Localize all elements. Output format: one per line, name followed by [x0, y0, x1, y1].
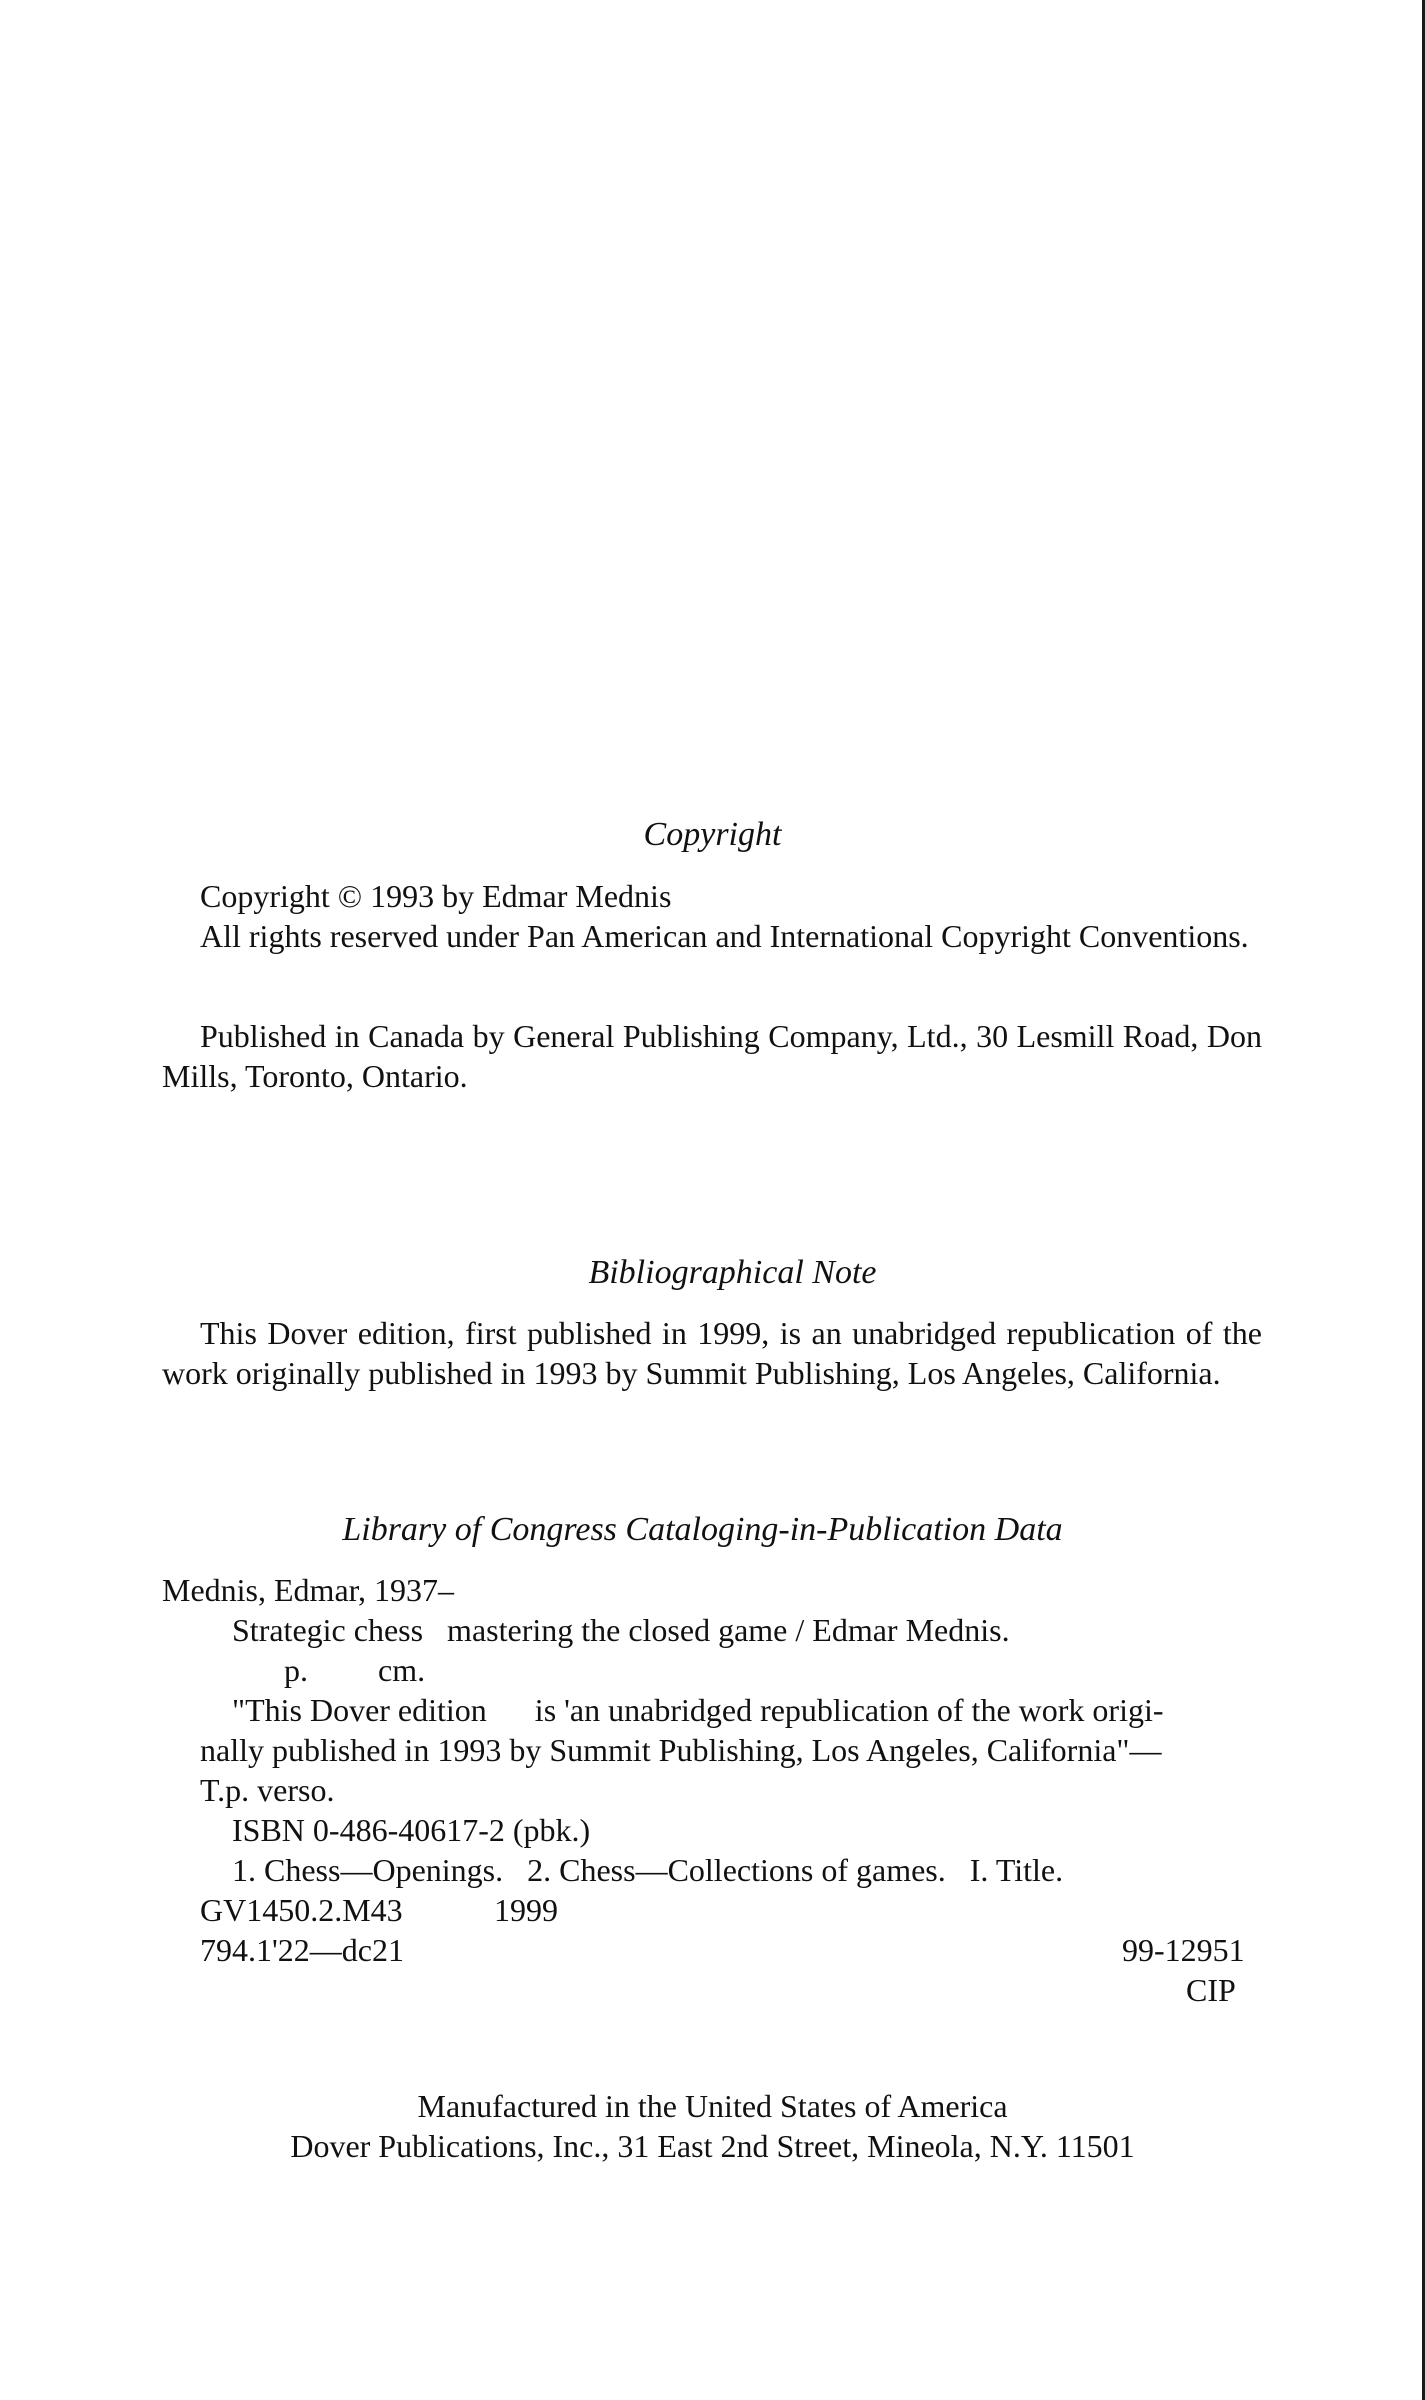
bibliographical-note-paragraph: [162, 1313, 1262, 1393]
publisher-address: Dover Publications, Inc., 31 East 2nd Street, Mineola, N.Y. 11501: [290, 2128, 1135, 2164]
cip-dewey: 794.1'22—dc21: [200, 1932, 404, 1968]
cip-lc-year: 1999: [494, 1892, 558, 1928]
cip-note-line-3: T.p. verso.: [200, 1772, 335, 1808]
copyright-line: Copyright © 1993 by Edmar Mednis: [200, 878, 672, 914]
copyright-rights-paragraph: [162, 916, 1262, 956]
manufactured-line: Manufactured in the United States of America: [417, 2088, 1008, 2124]
copyright-published-paragraph: [162, 1016, 1262, 1096]
cip-note-line-1: "This Dover edition is 'an unabridged republication of the work origi-: [232, 1692, 1164, 1728]
cip-lccn: 99-12951: [1122, 1932, 1245, 1968]
copyright-heading: Copyright: [643, 816, 782, 853]
cip-author: Mednis, Edmar, 1937–: [162, 1572, 455, 1608]
cip-size: cm.: [378, 1652, 426, 1688]
cip-isbn: ISBN 0-486-40617-2 (pbk.): [232, 1812, 591, 1848]
copyright-published-text: Published in Canada by General Publishing Company, Ltd., 30 Lesmill Road, Don Mills, Toronto, Ontario.: [162, 1018, 1262, 1094]
cip-label: CIP: [1186, 1972, 1236, 2008]
copyright-rights-text: All rights reserved under Pan American and International Copyright Conventions.: [200, 918, 1249, 954]
cip-subjects: 1. Chess—Openings. 2. Chess—Collections of games. I. Title.: [232, 1852, 1064, 1888]
cip-lc-class: GV1450.2.M43: [200, 1892, 403, 1928]
bibliographical-note-heading: Bibliographical Note: [588, 1254, 877, 1291]
bibliographical-note-text: This Dover edition, first published in 1999, is an unabridged republication of the work originally published in 1993 by Summit Publishing, Los Angeles, California.: [162, 1315, 1262, 1391]
cip-heading: Library of Congress Cataloging-in-Publication Data: [342, 1511, 1063, 1548]
cip-note-line-2: nally published in 1993 by Summit Publishing, Los Angeles, California"—: [200, 1732, 1162, 1768]
cip-title-line: Strategic chess mastering the closed game / Edmar Mednis.: [232, 1612, 1010, 1648]
cip-pages: p.: [284, 1652, 308, 1688]
